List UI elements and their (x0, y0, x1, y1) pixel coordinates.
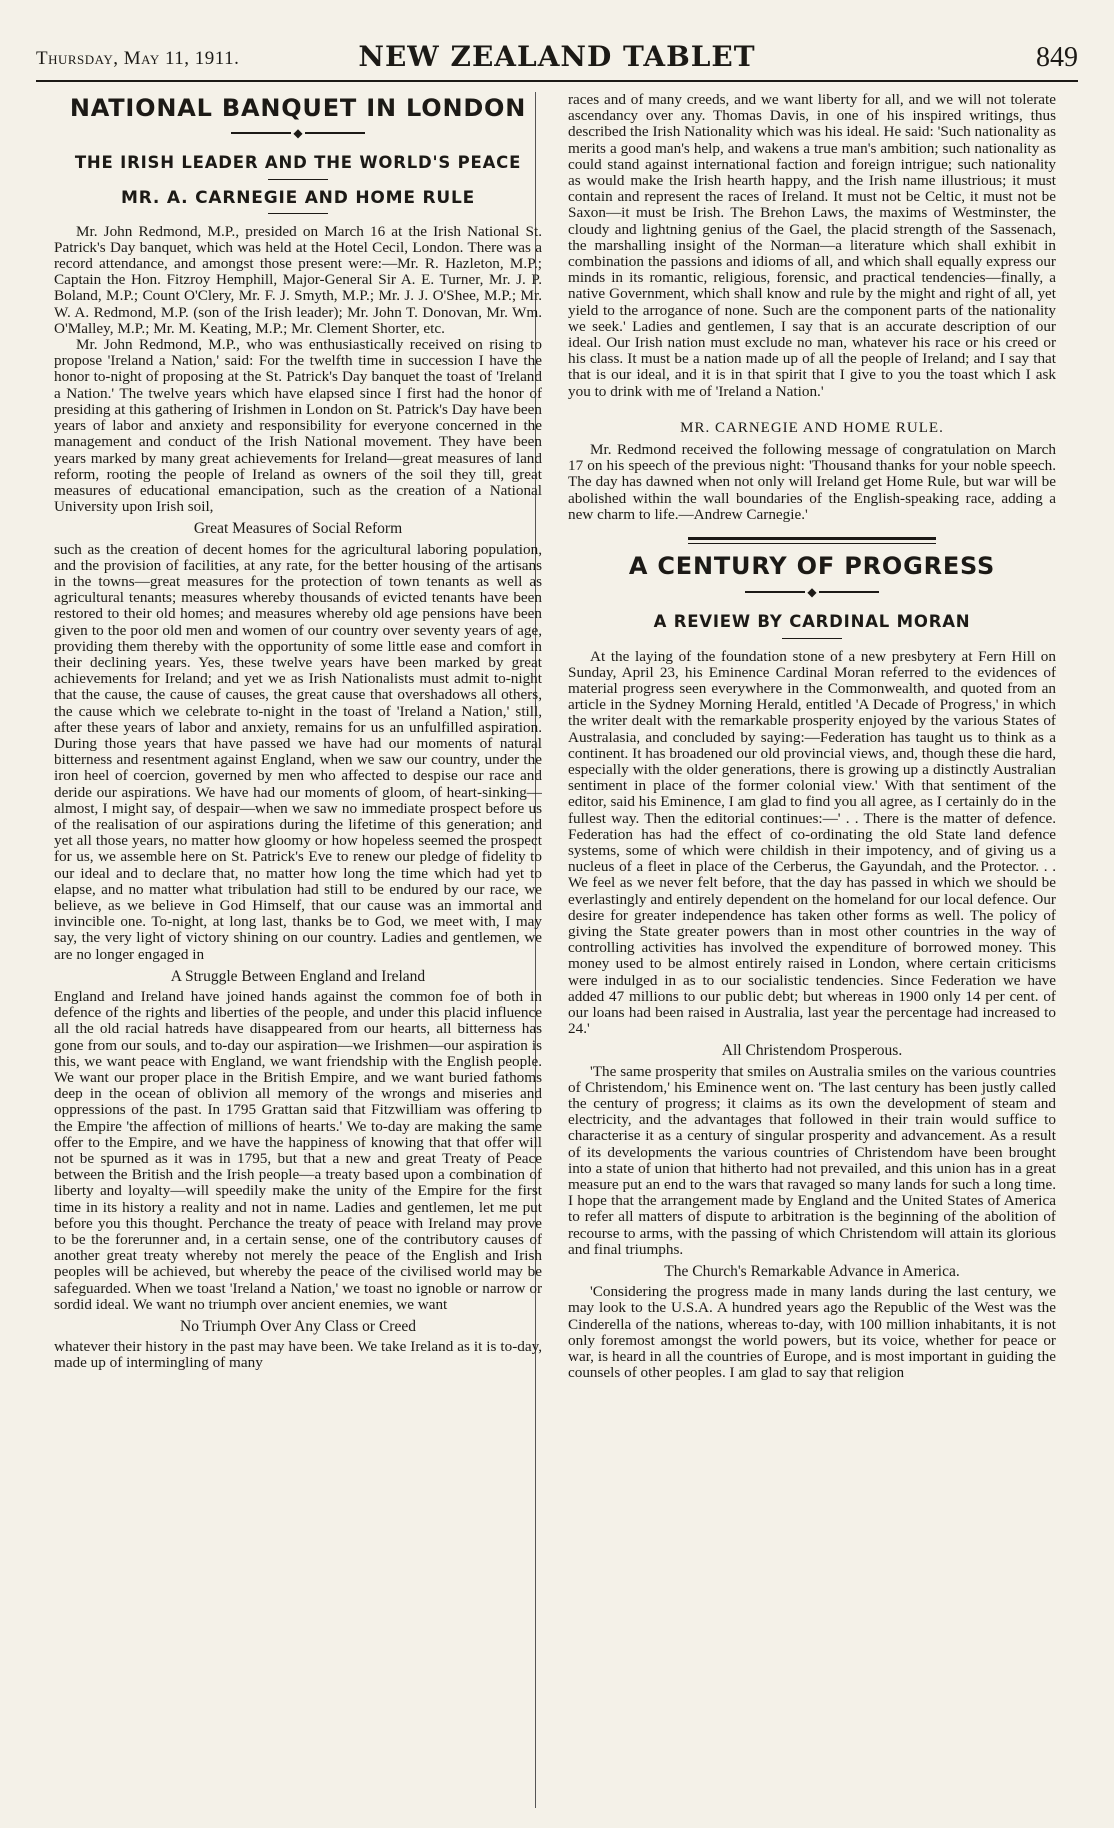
paragraph: Mr. Redmond received the following message of congratulation on March 17 on his speech of the previous night: 'Thousand thanks for your noble speech. The day has dawned when not only will Ireland get Home Rule, but war will be abolished within the wall boundaries of the English-speaking race, adding a new charm to life.—Andrew Carnegie.' (568, 441, 1056, 523)
section-divider (688, 537, 936, 544)
paragraph: England and Ireland have joined hands against the common foe of both in defence of the rights and liberties of the people, and under this placid influence all the old racial hatreds have disappeared from our hearts, all bitterness has gone from our souls, and to-day our aspiration—we Irishmen—our aspiration is this, we want peace with England, we want friendship with the English people. We want our proper place in the British Empire, and we want buried fathoms deep in the ocean of oblivion all memory of the wrongs and miseries and oppressions of the past. In 1795 Grattan said that Fitzwilliam was offering to the Empire 'the affection of millions of hearts.' We to-day are making the same offer to the Empire, and we have the happiness of knowing that that offer will not be spurned as it was in 1795, but that a new and great Treaty of Peace between the British and the Irish people—a treaty based upon a combination of liberty and loyalty—will speedily make the unity of the Empire for the first time in its history a reality and not in name. Ladies and gentlemen, let me put before you this thought. Perchance the treaty of peace with Ireland may prove to be the forerunner and, in a certain sense, one of the contributory causes of another great treaty whereby not merely the peace of the English and Irish peoples will be achieved, but whereby the peace of the civilised world may be safeguarded. When we toast 'Ireland a Nation,' we toast no ignoble or narrow or sordid ideal. We want no triumph over ancient enemies, we want (54, 988, 542, 1313)
page-number: 849 (1036, 42, 1078, 73)
masthead (36, 36, 1078, 82)
article-headline: A CENTURY OF PROGRESS (628, 552, 996, 581)
ornamental-rule: ◆ (54, 126, 542, 139)
subheading: A Struggle Between England and Ireland (170, 967, 426, 985)
paragraph: such as the creation of decent homes for the agricultural laboring population, and the provision of facilities, at any rate, for the better housing of the artisans in the towns—great measures for the protection of town tenants as well as agricultural tenants; measures whereby thousands of evicted tenants have been restored to their old homes; and measures whereby old age pensions have been given to the poor old men and women of our country over seventy years of age, providing them thereby with the opportunity of some little ease and comfort in their declining years. Yes, these twelve years have been marked by great achievements for Ireland; and yet we as Irish Nationalists must admit to-night that the cause, the cause of causes, the great cause that overshadows all others, the cause which we celebrate to-night in the toast of 'Ireland a Nation,' still, after these years of labor and anxiety, remains for us an unfulfilled aspiration. During those years that have passed we have had our moments of natural bitterness and resentment against England, when we saw our country, under the iron heel of coercion, governed by men who affected to despise our race and deride our aspirations. We have had our moments of gloom, of heart-sinking—almost, I might say, of despair—when we saw no immediate prospect before us of the realisation of our aspirations during the lifetime of this generation; and yet all those years, no matter how gloomy or how hopeless seemed the prospect for us, we assemble here on St. Patrick's Eve to renew our pledge of fidelity to our ideal and to declare that, no matter how long the time which had yet to elapse, and no matter what tribulation had still to be endured by our race, we believe, as we believe in God Himself, that our cause was an immortal and invincible one. To-night, at long last, thanks be to God, we meet with, I may say, the very light of victory shining on our country. Ladies and gentlemen, we are no longer engaged in (54, 540, 542, 963)
article-subheadline: THE IRISH LEADER AND THE WORLD'S PEACE (74, 153, 522, 173)
publication-title: NEW ZEALAND TABLET (358, 40, 756, 73)
subheading: No Triumph Over Any Class or Creed (180, 1318, 416, 1336)
paragraph: 'The same prosperity that smiles on Australia smiles on the various countries of Christendom,' his Eminence went on. 'The last century has been justly called the century of progress; it claims as its own the development of steam and electricity, and the advantages that followed in their train would suffice to characterise it as a century of singular prosperity and advancement. As a result of its developments the various countries of Christendom have been brought into a state of union that hitherto had not prevailed, and this union has in a great measure put an end to the wars that ravaged so many lands for such a long time. I hope that the arrangement made by England and the United States of America to refer all matters of dispute to arbitration is the beginning of the abolition of recourse to arms, with the passing of which Christendom will attain its glorious and final triumphs. (568, 1062, 1056, 1258)
paragraph: 'Considering the progress made in many lands during the last century, we may look to the U.S.A. A hundred years ago the Republic of the West was the Cinderella of the nations, whereas to-day, with 100 million inhabitants, it is not only foremost amongst the world powers, but its voice, whether for peace or war, is heard in all the countries of Europe, and is most important in guiding the counsels of other peoples. I am glad to say that religion (568, 1283, 1056, 1382)
subheading: All Christendom Prosperous. (721, 1042, 903, 1060)
short-rule (782, 638, 842, 639)
ornamental-rule: ◆ (568, 584, 1056, 597)
right-column (568, 92, 1056, 1808)
subheading: The Church's Remarkable Advance in America. (664, 1263, 960, 1281)
section-heading: MR. A. CARNEGIE AND HOME RULE (120, 188, 475, 209)
issue-date: Thursday, May 11, 1911. (36, 48, 240, 69)
article-subheadline: A REVIEW BY CARDINAL MORAN (653, 611, 971, 631)
left-column (54, 92, 542, 1808)
paragraph: Mr. John Redmond, M.P., who was enthusiastically received on rising to propose 'Ireland a Nation,' said: For the twelfth time in succession I have the honor to-night of proposing at the St. Patrick's Day banquet the toast of 'Ireland a Nation.' The twelve years which have elapsed since I first had the honor of presiding at this gathering of Irishmen in London on St. Patrick's Day have been years of labor and anxiety and responsibility for everyone concerned in the management and conduct of the Irish National movement. They have been years marked by many great achievements for Ireland—great measures of land reform, rooting the people of Ireland as owners of the soil they till, great measures of educational emancipation, such as the creation of a National University upon Irish soil, (54, 336, 542, 516)
paragraph: whatever their history in the past may have been. We take Ireland as it is to-day, made up of intermingling of many (54, 1338, 542, 1372)
paragraph: Mr. John Redmond, M.P., presided on March 16 at the Irish National St. Patrick's Day banquet, which was held at the Hotel Cecil, London. There was a record attendance, and amongst those present were:—Mr. R. Hazleton, M.P.; Captain the Hon. Fitzroy Hemphill, Major-General Sir A. E. Turner, Mr. J. P. Boland, M.P.; Count O'Clery, Mr. F. J. Smyth, M.P.; Mr. J. J. O'Shee, M.P.; Mr. W. A. Redmond, M.P. (son of the Irish leader); Mr. John T. Donovan, Mr. Wm. O'Malley, M.P.; Mr. M. Keating, M.P.; Mr. Clement Shorter, etc. (54, 222, 542, 337)
short-rule (268, 179, 328, 180)
short-rule (268, 213, 328, 214)
subheading: Great Measures of Social Reform (193, 520, 403, 538)
paragraph: At the laying of the foundation stone of a new presbytery at Fern Hill on Sunday, April 23, his Eminence Cardinal Moran referred to the evidences of material progress seen everywhere in the Commonwealth, and quoted from an article in the Sydney Morning Herald, entitled 'A Decade of Progress,' in which the writer dealt with the remarkable prosperity enjoyed by the various States of Australasia, and concluded by saying:—Federation has taught us to think as a continent. It has broadened our old provincial views, and, though these die hard, especially with the older generations, there is growing up a distinctly Australian sentiment in place of the former colonial view.' With that sentiment of the editor, said his Eminence, I am glad to find you all agree, as I certainly do in the fullest way. Then the editorial continues:—' . . There is the matter of defence. Federation has had the effect of co-ordinating the old State land defence systems, some of which were childish in their impotency, and of giving us a nucleus of a fleet in place of the Cerberus, the Gayundah, and the Protector. . . We feel as we never felt before, that the day has passed in which we should be everlastingly and entirely dependent on the homeland for our local defence. Our desire for greater independence has taken other forms as well. The policy of giving the State greater powers than in most other countries in the way of controlling activities has involved the expenditure of borrowed money. This money used to be almost entirely raised in London, where certain criticisms were indulged in as to our socialistic tendencies. Since Federation we have added 47 millions to our public debt; but whereas in 1900 only 14 per cent. of our loans had been raised in Australia, last year the percentage had increased to 24.' (568, 647, 1056, 1038)
article-headline: NATIONAL BANQUET IN LONDON (69, 94, 527, 122)
paragraph: races and of many creeds, and we want liberty for all, and we will not tolerate ascendancy over any. Thomas Davis, in one of his inspired writings, thus described the Irish Nationality which was his ideal. He said: 'Such nationality as merits a good man's help, and wakens a true man's ambition; such nationality as could stand against international faction and foreign intrigue; such nationality as would make the Irish hearth happy, and the Irish name illustrious; it must contain and represent the races of Ireland. It must not be Celtic, it must not be Saxon—it must be Irish. The Brehon Laws, the maxims of Westminster, the cloudy and lightning genius of the Gael, the placid strength of the Sassenach, the marshalling insight of the Norman—a literature which shall exhibit in combination the passions and idioms of all, and which shall equally express our minds in its romantic, religious, forensic, and practical tendencies—finally, a native Government, which shall know and rule by the might and right of all, yet yield to the arrogance of none. Such are the component parts of the nationality we seek.' Ladies and gentlemen, I say that is an accurate description of our ideal. Our Irish nation must exclude no man, whatever his race or his creed or his class. It must be a nation made up of all the people of Ireland; and I say that that is our ideal, and it is in that spirit that I give to you the toast which I ask you to drink with me of 'Ireland a Nation.' (568, 92, 1056, 400)
subheading: MR. CARNEGIE AND HOME RULE. (680, 419, 944, 436)
